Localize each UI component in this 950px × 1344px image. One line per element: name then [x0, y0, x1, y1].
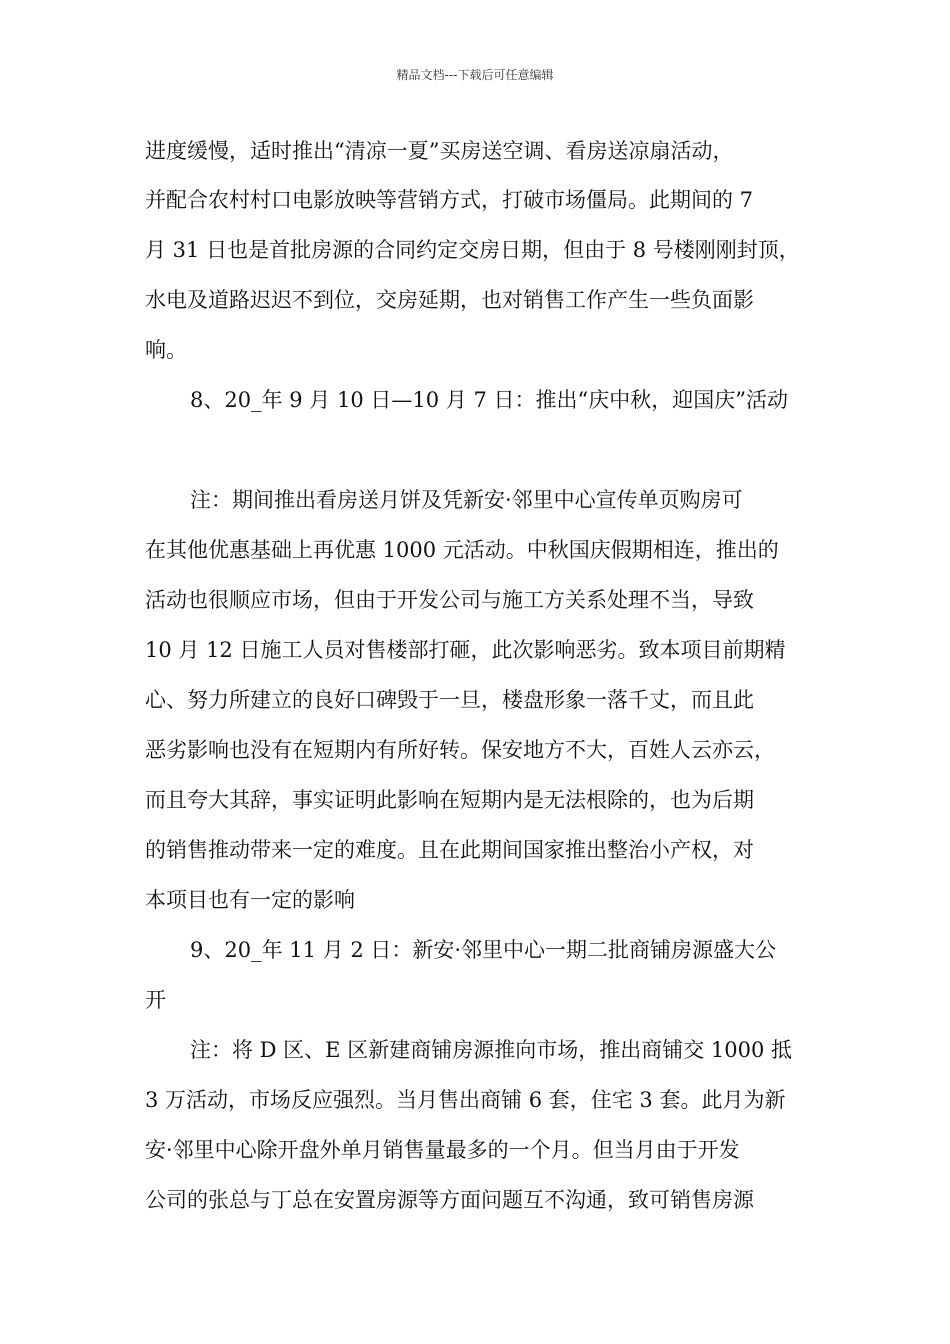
text-line: 月 31 日也是首批房源的合同约定交房日期，但由于 8 号楼刚刚封顶，	[145, 238, 800, 262]
text-line: 安·邻里中心除开盘外单月销售量最多的一个月。但当月由于开发	[145, 1138, 740, 1162]
section-heading: 8、20_年 9 月 10 日—10 月 7 日：推出“庆中秋，迎国庆”活动	[190, 388, 788, 412]
text-line: 3 万活动，市场反应强烈。当月售出商铺 6 套，住宅 3 套。此月为新	[145, 1088, 786, 1112]
text-line: 恶劣影响也没有在短期内有所好转。保安地方不大，百姓人云亦云，	[145, 738, 775, 762]
text-line: 本项目也有一定的影响	[145, 888, 355, 912]
text-line: 活动也很顺应市场，但由于开发公司与施工方关系处理不当，导致	[145, 588, 754, 612]
text-line: 并配合农村村口电影放映等营销方式，打破市场僵局。此期间的 7	[145, 188, 754, 212]
text-line: 注：期间推出看房送月饼及凭新安·邻里中心宣传单页购房可	[190, 488, 743, 512]
text-line: 10 月 12 日施工人员对售楼部打砸，此次影响恶劣。致本项目前期精	[145, 638, 786, 662]
text-line: 而且夸大其辞，事实证明此影响在短期内是无法根除的，也为后期	[145, 788, 754, 812]
section-heading: 9、20_年 11 月 2 日：新安·邻里中心一期二批商铺房源盛大公	[190, 938, 777, 962]
text-line: 的销售推动带来一定的难度。且在此期间国家推出整治小产权，对	[145, 838, 754, 862]
text-line: 注：将 D 区、E 区新建商铺房源推向市场，推出商铺交 1000 抵	[190, 1038, 792, 1062]
text-line: 开	[145, 988, 166, 1012]
text-line: 公司的张总与丁总在安置房源等方面问题互不沟通，致可销售房源	[145, 1188, 754, 1212]
text-line: 水电及道路迟迟不到位，交房延期，也对销售工作产生一些负面影	[145, 288, 754, 312]
page-header: 精品文档---下载后可任意编辑	[396, 68, 554, 82]
text-line: 响。	[145, 338, 187, 362]
text-line: 进度缓慢，适时推出“清凉一夏”买房送空调、看房送凉扇活动，	[145, 139, 734, 163]
text-line: 心、努力所建立的良好口碑毁于一旦，楼盘形象一落千丈，而且此	[145, 688, 754, 712]
text-line: 在其他优惠基础上再优惠 1000 元活动。中秋国庆假期相连，推出的	[145, 538, 779, 562]
